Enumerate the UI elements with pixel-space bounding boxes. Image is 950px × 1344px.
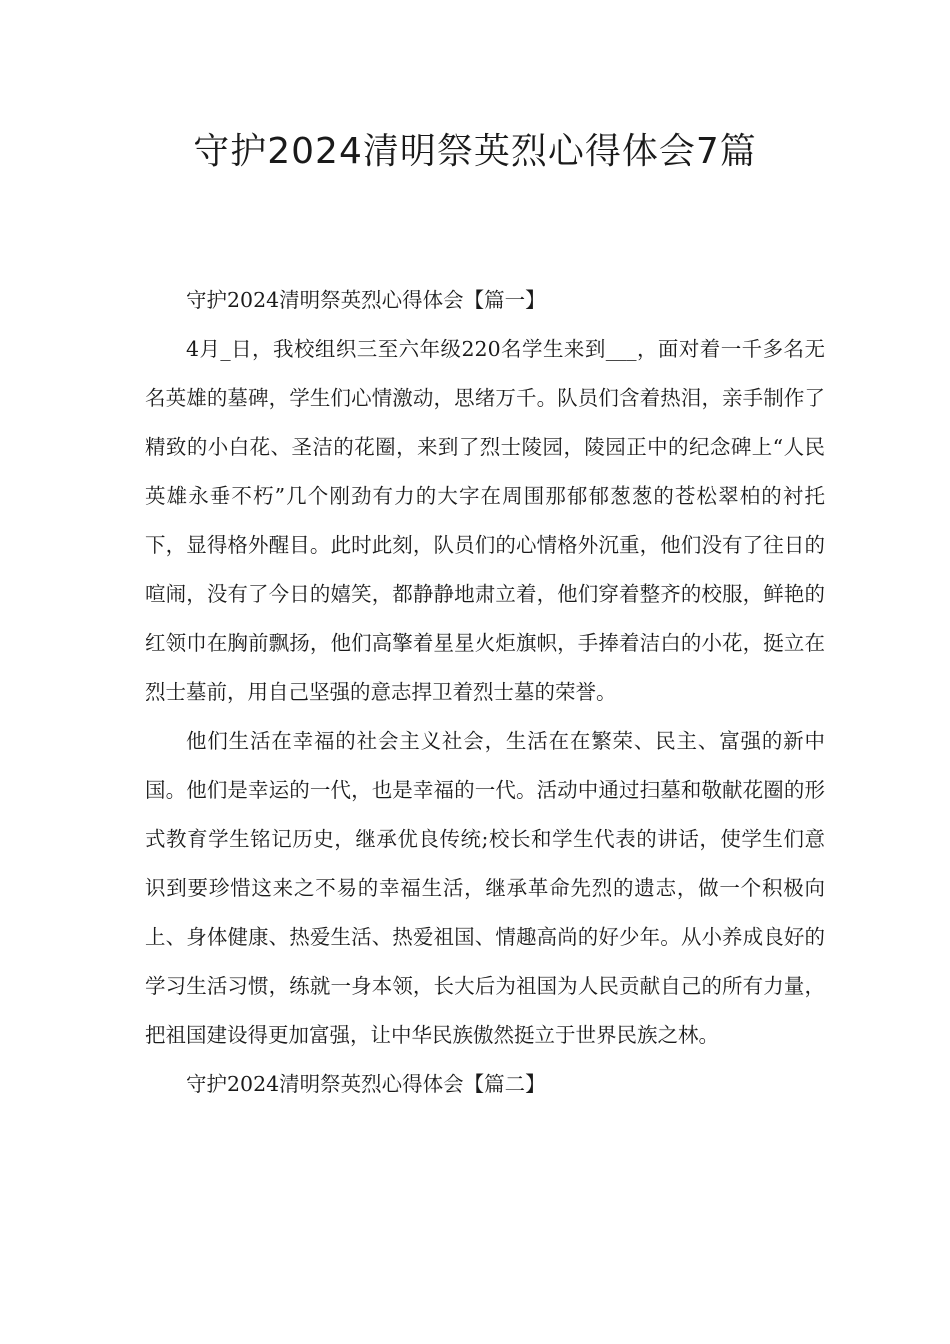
document-body (145, 276, 825, 1109)
section-heading-2: 守护2024清明祭英烈心得体会【篇二】 (186, 1072, 546, 1096)
paragraph-2: 他们生活在幸福的社会主义社会，生活在在繁荣、民主、富强的新中国。他们是幸运的一代，也是幸福的一代。活动中通过扫墓和敬献花圈的形式教育学生铭记历史，继承优良传统;校长和学生代表的讲话，使学生们意识到要珍惜这来之不易的幸福生活，继承革命先烈的遗志，做一个积极向上、身体健康、热爱生活、热爱祖国、情趣高尚的好少年。从小养成良好的学习生活习惯，练就一身本领，长大后为祖国为人民贡献自己的所有力量，把祖国建设得更加富强，让中华民族傲然挺立于世界民族之林。 (145, 729, 825, 1047)
section-heading-1: 守护2024清明祭英烈心得体会【篇一】 (186, 288, 546, 312)
document-title: 守护2024清明祭英烈心得体会7篇 (193, 131, 757, 172)
paragraph-1: 4月_日，我校组织三至六年级220名学生来到___，面对着一千多名无名英雄的墓碑，学生们心情激动，思绪万千。队员们含着热泪，亲手制作了精致的小白花、圣洁的花圈，来到了烈士陵园，陵园正中的纪念碑上“人民英雄永垂不朽”几个刚劲有力的大字在周围那郁郁葱葱的苍松翠柏的衬托下，显得格外醒目。此时此刻，队员们的心情格外沉重，他们没有了往日的喧闹，没有了今日的嬉笑，都静静地肃立着，他们穿着整齐的校服，鲜艳的红领巾在胸前飘扬，他们高擎着星星火炬旗帜，手捧着洁白的小花，挺立在烈士墓前，用自己坚强的意志捍卫着烈士墓的荣誉。 (145, 337, 825, 704)
